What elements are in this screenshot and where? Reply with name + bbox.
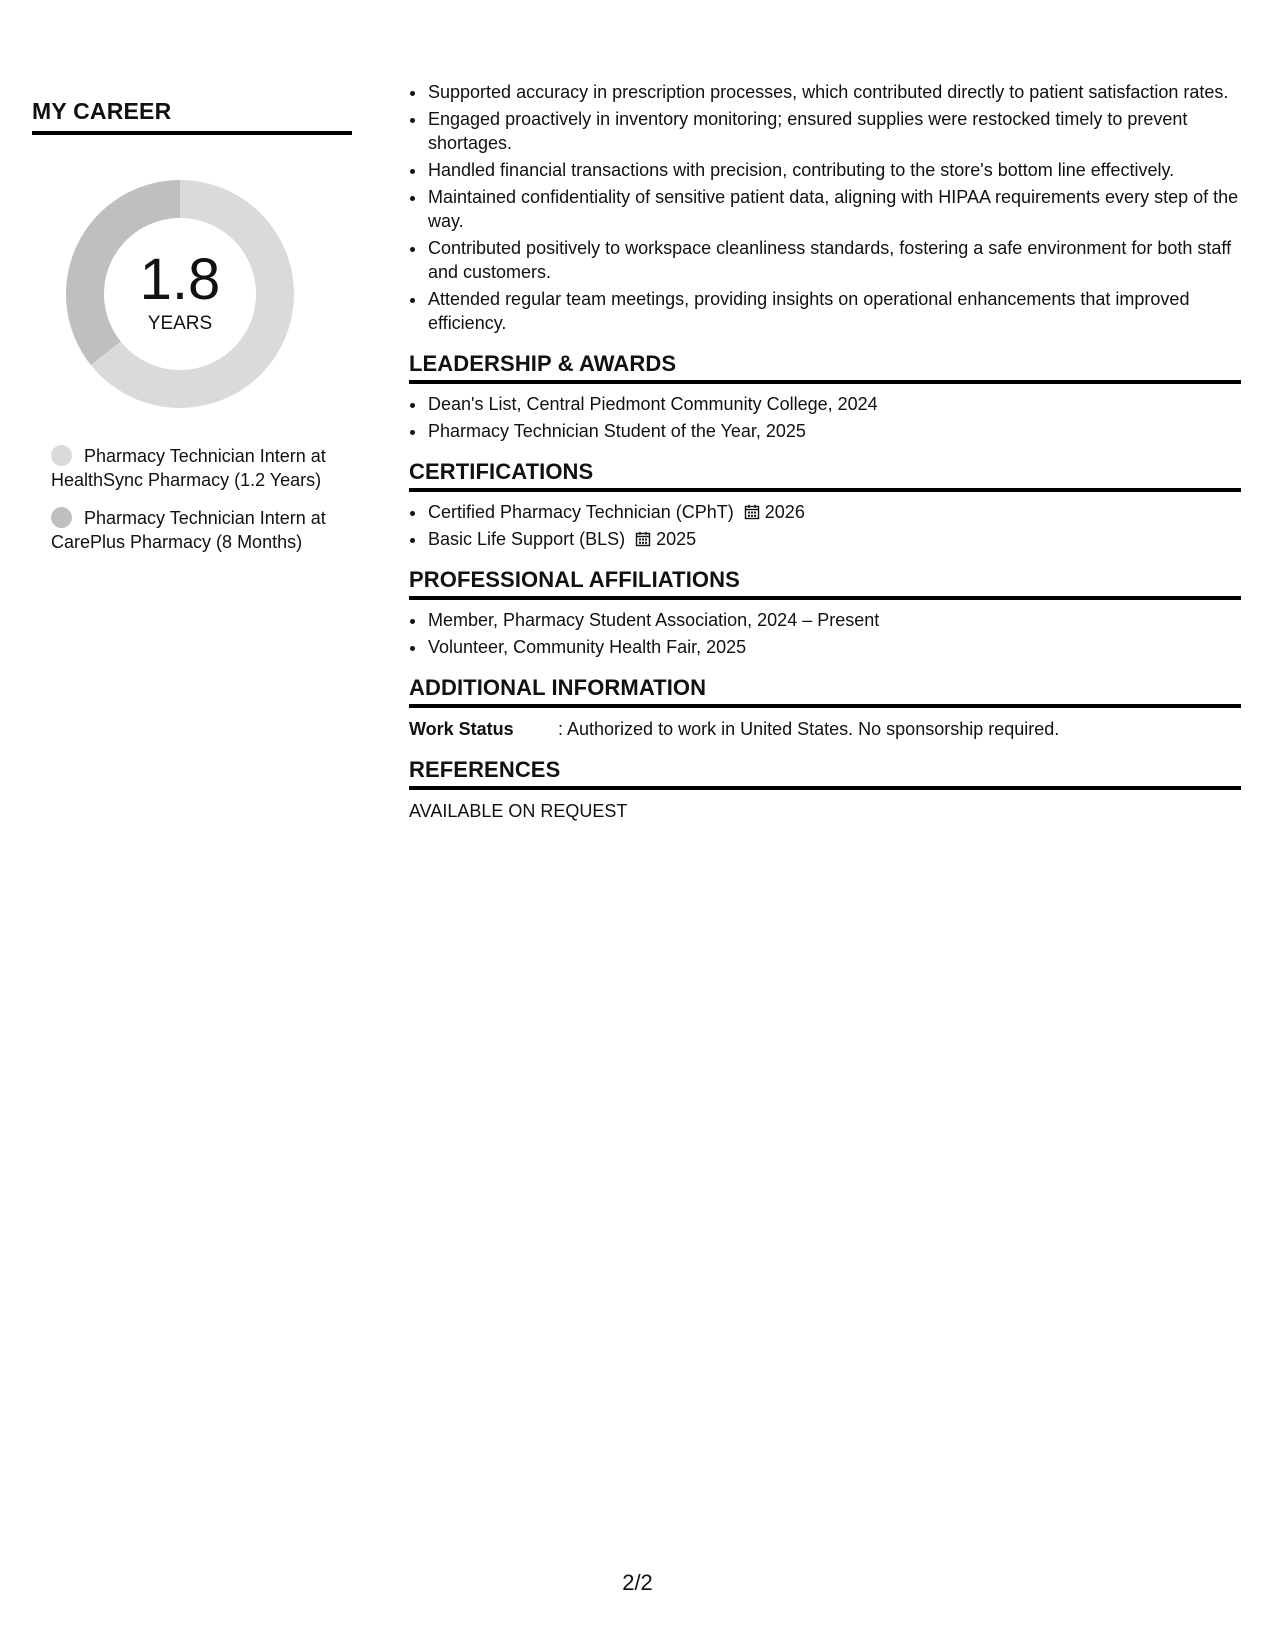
list-item: • Attended regular team meetings, providing insights on operational enhancements that improved efficiency. xyxy=(427,287,1241,335)
career-total-unit: YEARS xyxy=(147,313,213,334)
list-item: • Contributed positively to workspace cleanliness standards, fostering a safe environment for both staff and customers. xyxy=(427,236,1241,284)
certification-year: 2025 xyxy=(656,529,697,549)
certification-year: 2026 xyxy=(764,502,805,522)
career-title: MY CAREER xyxy=(32,98,352,135)
career-donut-chart xyxy=(66,180,294,408)
career-panel xyxy=(32,98,352,568)
work-status-row xyxy=(409,717,1241,741)
donut-center xyxy=(66,180,294,408)
list-item xyxy=(427,527,1241,551)
page-number: 2/2 xyxy=(622,1570,653,1595)
affiliations-section xyxy=(409,567,1241,659)
list-item: • Engaged proactively in inventory monitoring; ensured supplies were restocked timely to prevent shortages. xyxy=(427,107,1241,155)
list-item: • Pharmacy Technician Student of the Year, 2025 xyxy=(427,419,1241,443)
section-title: ADDITIONAL INFORMATION xyxy=(409,675,1241,708)
work-status-label: Work Status xyxy=(409,719,514,739)
affiliations-list xyxy=(409,608,1241,659)
list-item: • Volunteer, Community Health Fair, 2025 xyxy=(427,635,1241,659)
leadership-section xyxy=(409,351,1241,443)
section-title: REFERENCES xyxy=(409,757,1241,790)
calendar-icon xyxy=(744,504,760,520)
experience-bullets xyxy=(409,80,1241,335)
list-item: • Supported accuracy in prescription processes, which contributed directly to patient satisfaction rates. xyxy=(427,80,1241,104)
legend-dot-icon xyxy=(51,507,72,528)
legend-dot-icon xyxy=(51,445,72,466)
references-text: AVAILABLE ON REQUEST xyxy=(409,801,628,821)
main-content xyxy=(409,80,1241,823)
references-section xyxy=(409,757,1241,823)
list-item xyxy=(427,500,1241,524)
section-title: PROFESSIONAL AFFILIATIONS xyxy=(409,567,1241,600)
certifications-list xyxy=(409,500,1241,551)
section-title: CERTIFICATIONS xyxy=(409,459,1241,492)
leadership-list xyxy=(409,392,1241,443)
list-item: • Maintained confidentiality of sensitive patient data, aligning with HIPAA requirements every step of the way. xyxy=(427,185,1241,233)
career-total-value: 1.8 xyxy=(139,247,221,312)
work-status-value: : Authorized to work in United States. No sponsorship required. xyxy=(558,719,1060,739)
list-item: • Dean's List, Central Piedmont Community College, 2024 xyxy=(427,392,1241,416)
legend-label: Pharmacy Technician Intern at HealthSync Pharmacy (1.2 Years) xyxy=(51,446,326,490)
additional-info-section xyxy=(409,675,1241,741)
legend-label: Pharmacy Technician Intern at CarePlus Pharmacy (8 Months) xyxy=(51,508,326,552)
legend-item xyxy=(51,444,331,492)
section-title: LEADERSHIP & AWARDS xyxy=(409,351,1241,384)
certifications-section xyxy=(409,459,1241,551)
legend-item xyxy=(51,506,331,554)
list-item: • Member, Pharmacy Student Association, 2024 – Present xyxy=(427,608,1241,632)
list-item: • Handled financial transactions with precision, contributing to the store's bottom line effectively. xyxy=(427,158,1241,182)
career-legend xyxy=(51,444,331,554)
certification-name: Basic Life Support (BLS) xyxy=(428,529,626,549)
calendar-icon xyxy=(635,531,651,547)
certification-name: Certified Pharmacy Technician (CPhT) xyxy=(428,502,734,522)
